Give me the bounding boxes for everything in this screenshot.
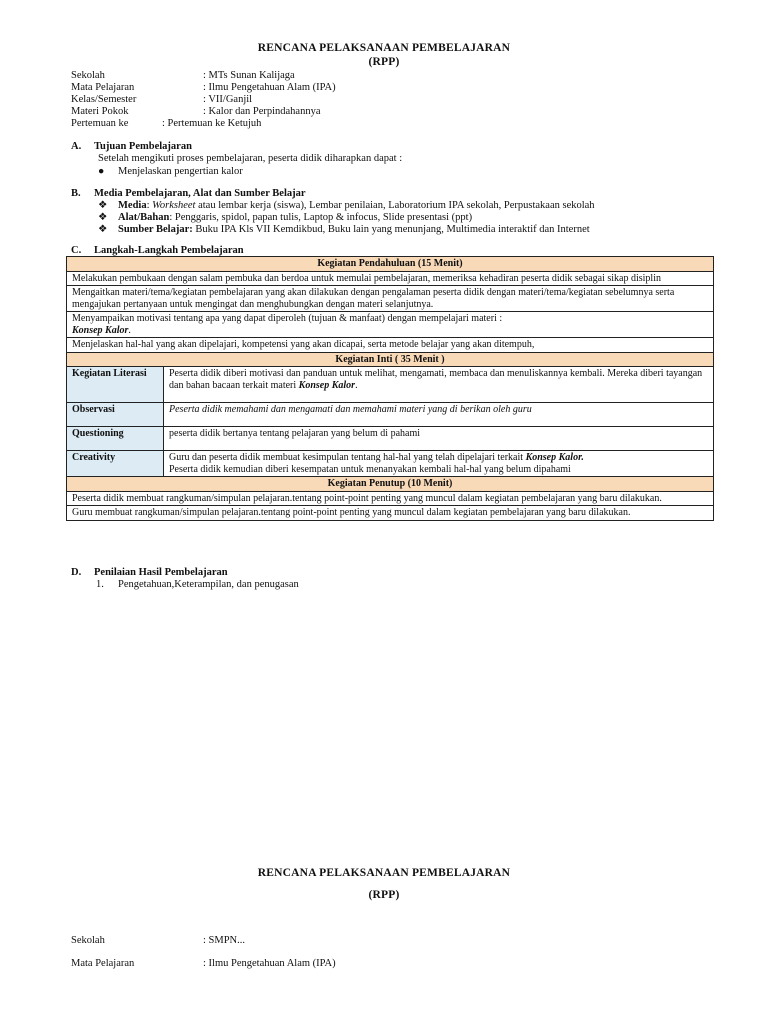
diamond-bullet-icon: ❖	[98, 224, 108, 235]
section-a-bullet: Menjelaskan pengertian kalor	[118, 166, 243, 177]
page2-value-sekolah: : SMPN...	[203, 935, 246, 946]
penutup-row: Guru membuat rangkuman/simpulan pelajaran.tentang point-point penting yang muncul dalam kegiatan pembelajaran yang baru dilakukan.	[67, 506, 714, 521]
page2-label-mapel: Mata Pelajaran	[71, 958, 135, 969]
motivasi-konsep: Konsep Kalor	[72, 324, 129, 336]
section-c-letter: C.	[71, 245, 82, 256]
media-rest: atau lembar kerja (siswa), Lembar penilaian, Laboratorium IPA sekolah, Perpustakaan sekolah	[195, 200, 595, 211]
penutup-row: Peserta didik membuat rangkuman/simpulan pelajaran.tentang point-point penting yang muncul dalam kegiatan pembelajaran yang baru dilakukan.	[67, 491, 714, 506]
identity-label-materi: Materi Pokok	[71, 106, 129, 117]
motivasi-text: Menyampaikan motivasi tentang apa yang dapat diperoleh (tujuan & manfaat) dengan mempelajari materi :	[72, 313, 503, 324]
literasi-label: Kegiatan Literasi	[67, 367, 164, 403]
identity-value-kelas: : VII/Ganjil	[203, 94, 253, 105]
section-d-item-num: 1.	[96, 579, 104, 590]
identity-value-pertemuan: : Pertemuan ke Ketujuh	[162, 118, 262, 129]
section-a-heading: Tujuan Pembelajaran	[94, 141, 192, 152]
literasi-end: .	[355, 379, 358, 391]
penutup-header: Kegiatan Penutup (10 Menit)	[67, 477, 714, 492]
page2-subtitle: (RPP)	[368, 889, 400, 901]
observasi-text: Peserta didik memahami dan mengamati dan memahami materi yang di berikan oleh guru	[164, 403, 714, 427]
observasi-label: Observasi	[67, 403, 164, 427]
pendahuluan-header: Kegiatan Pendahuluan (15 Menit)	[67, 257, 714, 272]
page2-title: RENCANA PELAKSANAAN PEMBELAJARAN	[257, 867, 511, 879]
identity-value-materi: : Kalor dan Perpindahannya	[203, 106, 321, 117]
literasi-text: Peserta didik diberi motivasi dan panduan untuk melihat, mengamati, membaca dan menuliskannya kembali. Mereka diberi tayangan dan bahan bacaan terkait materi	[169, 368, 703, 391]
section-b-heading: Media Pembelajaran, Alat dan Sumber Belajar	[94, 188, 306, 199]
motivasi-row	[67, 312, 714, 338]
questioning-text: peserta didik bertanya tentang pelajaran yang belum di pahami	[164, 427, 714, 451]
alat-rest: : Penggaris, spidol, papan tulis, Laptop & infocus, Slide presentasi (ppt)	[169, 212, 473, 223]
creativity-cell	[164, 451, 714, 477]
page2-value-mapel: : Ilmu Pengetahuan Alam (IPA)	[203, 958, 336, 969]
creativity-text2: Peserta didik kemudian diberi kesempatan untuk menanyakan kembali hal-hal yang belum dipahami	[169, 463, 571, 475]
identity-label-pertemuan: Pertemuan ke	[71, 118, 129, 129]
document-title: RENCANA PELAKSANAAN PEMBELAJARAN	[257, 42, 511, 54]
identity-value-mapel: : Ilmu Pengetahuan Alam (IPA)	[203, 82, 336, 93]
media-italic: Worksheet	[152, 200, 196, 211]
identity-label-mapel: Mata Pelajaran	[71, 82, 135, 93]
identity-label-kelas: Kelas/Semester	[71, 94, 137, 105]
inti-header: Kegiatan Inti ( 35 Menit )	[67, 352, 714, 367]
media-colon: :	[146, 200, 150, 211]
creativity-label: Creativity	[67, 451, 164, 477]
section-d-item: Pengetahuan,Keterampilan, dan penugasan	[118, 579, 299, 590]
menjelaskan-row: Menjelaskan hal-hal yang akan dipelajari, kompetensi yang akan dicapai, serta metode belajar yang akan ditempuh,	[67, 338, 714, 353]
diamond-bullet-icon: ❖	[98, 200, 108, 211]
sumber-line	[98, 223, 590, 236]
section-a-intro: Setelah mengikuti proses pembelajaran, peserta didik diharapkan dapat :	[98, 153, 403, 164]
langkah-table	[66, 256, 714, 521]
bullet-icon: ●	[98, 166, 105, 177]
identity-value-sekolah: : MTs Sunan Kalijaga	[203, 70, 295, 81]
document-subtitle: (RPP)	[368, 56, 400, 68]
sumber-rest: Buku IPA Kls VII Kemdikbud, Buku lain yang menunjang, Multimedia interaktif dan Internet	[192, 224, 590, 235]
section-c-heading: Langkah-Langkah Pembelajaran	[94, 245, 244, 256]
literasi-cell	[164, 367, 714, 403]
section-d-letter: D.	[71, 567, 82, 578]
section-d-heading: Penilaian Hasil Pembelajaran	[94, 567, 228, 578]
motivasi-end: .	[128, 324, 131, 336]
questioning-label: Questioning	[67, 427, 164, 451]
literasi-konsep: Konsep Kalor	[298, 379, 356, 391]
section-b-letter: B.	[71, 188, 81, 199]
sumber-label: Sumber Belajar:	[118, 224, 193, 235]
pendahuluan-row: Melakukan pembukaan dengan salam pembuka dan berdoa untuk memulai pembelajaran, memeriksa kehadiran peserta didik sebagai sikap disiplin	[67, 271, 714, 286]
alat-label: Alat/Bahan	[118, 212, 170, 223]
media-label: Media	[118, 200, 147, 211]
pendahuluan-row: Mengaitkan materi/tema/kegiatan pembelajaran yang akan dilakukan dengan pengalaman peserta didik dengan materi/tema/kegiatan sebelumnya serta mengajukan pertanyaan untuk mengingat dan menghubungkan dengan materi selanjutnya.	[67, 286, 714, 312]
creativity-konsep: Konsep Kalor.	[525, 452, 584, 463]
identity-label-sekolah: Sekolah	[71, 70, 105, 81]
diamond-bullet-icon: ❖	[98, 212, 108, 223]
creativity-text: Guru dan peserta didik membuat kesimpulan tentang hal-hal yang telah dipelajari terkait	[169, 452, 526, 463]
page2-label-sekolah: Sekolah	[71, 935, 105, 946]
section-a-letter: A.	[71, 141, 82, 152]
